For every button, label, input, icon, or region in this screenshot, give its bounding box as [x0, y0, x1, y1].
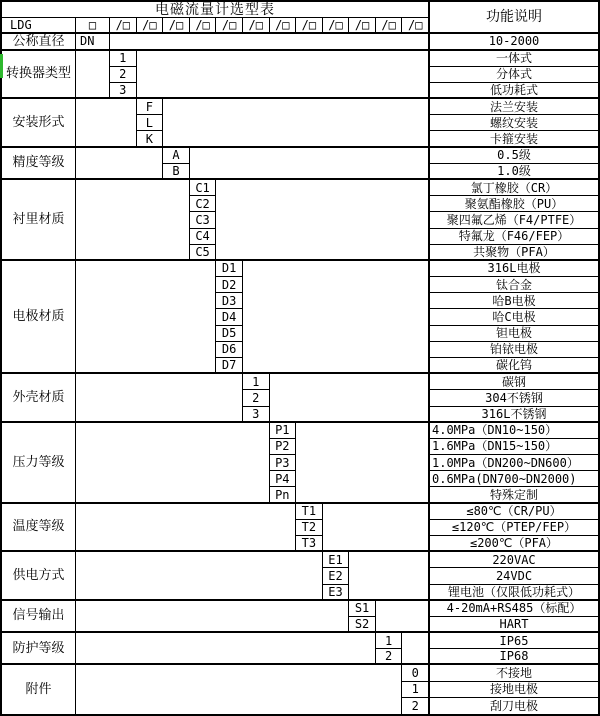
- gap-cell: [76, 51, 110, 100]
- option-desc: 24VDC: [429, 568, 598, 584]
- code-box: /□: [323, 18, 350, 34]
- option-code: T3: [296, 536, 323, 552]
- option-code: F: [137, 99, 164, 115]
- code-box: /□: [216, 18, 243, 34]
- option-code: Pn: [270, 487, 297, 503]
- option-code: D6: [216, 342, 243, 358]
- gap-cell: [376, 601, 429, 633]
- option-code: B: [163, 164, 190, 180]
- option-code: P1: [270, 423, 297, 439]
- group-label: 附件: [2, 665, 76, 714]
- option-code: D4: [216, 309, 243, 325]
- code-box: /□: [270, 18, 297, 34]
- option-desc: 316L不锈钢: [429, 407, 598, 423]
- option-code: S2: [349, 617, 376, 633]
- option-desc: 聚四氟乙烯（F4/PTFE）: [429, 212, 598, 228]
- option-desc: 0.5级: [429, 148, 598, 164]
- group-label: 衬里材质: [2, 180, 76, 261]
- option-code: E2: [323, 568, 350, 584]
- option-code: 2: [243, 390, 270, 406]
- option-code: 2: [402, 698, 429, 714]
- gap-cell: [76, 504, 296, 553]
- option-code: 1: [243, 374, 270, 390]
- option-desc: 1.0级: [429, 164, 598, 180]
- option-code: 2: [110, 67, 137, 83]
- group-label: 转换器类型: [2, 51, 76, 100]
- group-label: 压力等级: [2, 423, 76, 504]
- option-code: E3: [323, 585, 350, 601]
- option-code: C5: [190, 245, 217, 261]
- option-code: C2: [190, 196, 217, 212]
- option-desc: 法兰安装: [429, 99, 598, 115]
- option-code: 0: [402, 665, 429, 681]
- option-desc: 接地电极: [429, 682, 598, 698]
- option-code: D7: [216, 358, 243, 374]
- code-box: /□: [137, 18, 164, 34]
- option-desc: 共聚物（PFA）: [429, 245, 598, 261]
- model-prefix: LDG: [2, 18, 76, 34]
- option-desc: 1.6MPa（DN15~150）: [429, 439, 598, 455]
- option-code: D3: [216, 293, 243, 309]
- group-label: 供电方式: [2, 552, 76, 601]
- option-desc: 分体式: [429, 67, 598, 83]
- option-desc: 刮刀电极: [429, 698, 598, 714]
- option-desc: 4-20mA+RS485（标配）: [429, 601, 598, 617]
- group-label: 外壳材质: [2, 374, 76, 423]
- option-desc: 一体式: [429, 51, 598, 67]
- option-desc: IP68: [429, 649, 598, 665]
- option-desc: 1.0MPa（DN200~DN600）: [429, 455, 598, 471]
- code-box: /□: [163, 18, 190, 34]
- group-label: 电极材质: [2, 261, 76, 374]
- gap-cell: [76, 423, 270, 504]
- option-desc: 哈B电极: [429, 293, 598, 309]
- option-code: P3: [270, 455, 297, 471]
- option-desc: 不接地: [429, 665, 598, 681]
- option-desc: 特氟龙（F46/FEP）: [429, 229, 598, 245]
- option-desc: 10-2000: [429, 34, 598, 50]
- option-desc: 卡箍安装: [429, 131, 598, 147]
- code-box: /□: [349, 18, 376, 34]
- gap-cell: [76, 148, 163, 180]
- option-code: 1: [402, 682, 429, 698]
- option-desc: ≤80℃（CR/PU）: [429, 504, 598, 520]
- gap-cell: [76, 633, 376, 665]
- option-desc: 锂电池（仅限低功耗式）: [429, 585, 598, 601]
- option-code: C1: [190, 180, 217, 196]
- code-box: /□: [243, 18, 270, 34]
- option-code: C3: [190, 212, 217, 228]
- code-box: /□: [376, 18, 403, 34]
- gap-cell: [243, 261, 429, 374]
- table-title: 电磁流量计选型表: [2, 2, 429, 18]
- option-desc: 哈C电极: [429, 309, 598, 325]
- option-desc: 304不锈钢: [429, 390, 598, 406]
- gap-cell: [110, 34, 429, 50]
- option-code: D5: [216, 326, 243, 342]
- gap-cell: [190, 148, 429, 180]
- option-desc: 220VAC: [429, 552, 598, 568]
- group-label: 公称直径: [2, 34, 76, 50]
- option-code: 3: [243, 407, 270, 423]
- option-code: E1: [323, 552, 350, 568]
- code-box: /□: [402, 18, 429, 34]
- option-desc: HART: [429, 617, 598, 633]
- option-code: P4: [270, 471, 297, 487]
- code-box: /□: [296, 18, 323, 34]
- group-label: 安装形式: [2, 99, 76, 148]
- option-code: 3: [110, 83, 137, 99]
- option-desc: 钽电极: [429, 326, 598, 342]
- option-code: 2: [376, 649, 403, 665]
- code-box: /□: [110, 18, 137, 34]
- gap-cell: [76, 601, 349, 633]
- group-label: 精度等级: [2, 148, 76, 180]
- option-desc: ≤120℃（PTEP/FEP）: [429, 520, 598, 536]
- group-label: 信号输出: [2, 601, 76, 633]
- gap-cell: [270, 374, 430, 423]
- gap-cell: [76, 665, 402, 714]
- option-desc: 0.6MPa(DN700~DN2000): [429, 471, 598, 487]
- screen-edge-artifact: [0, 54, 3, 78]
- gap-cell: [296, 423, 429, 504]
- option-desc: 铂铱电极: [429, 342, 598, 358]
- option-code: 1: [110, 51, 137, 67]
- gap-cell: [137, 51, 429, 100]
- option-code: D1: [216, 261, 243, 277]
- option-desc: 特殊定制: [429, 487, 598, 503]
- option-code: 1: [376, 633, 403, 649]
- option-desc: 碳化钨: [429, 358, 598, 374]
- dn-box: □: [76, 18, 110, 34]
- option-code: K: [137, 131, 164, 147]
- option-desc: 碳钢: [429, 374, 598, 390]
- option-desc: 氯丁橡胶（CR）: [429, 180, 598, 196]
- gap-cell: [323, 504, 429, 553]
- option-code: C4: [190, 229, 217, 245]
- option-desc: 螺纹安装: [429, 115, 598, 131]
- option-desc: 4.0MPa（DN10~150）: [429, 423, 598, 439]
- option-desc: 低功耗式: [429, 83, 598, 99]
- option-code: L: [137, 115, 164, 131]
- gap-cell: [76, 180, 190, 261]
- option-desc: IP65: [429, 633, 598, 649]
- group-label: 温度等级: [2, 504, 76, 553]
- dn-code: DN: [76, 34, 110, 50]
- option-desc: 316L电极: [429, 261, 598, 277]
- code-box: /□: [190, 18, 217, 34]
- option-desc: 钛合金: [429, 277, 598, 293]
- gap-cell: [76, 552, 323, 601]
- group-label: 防护等级: [2, 633, 76, 665]
- option-code: D2: [216, 277, 243, 293]
- gap-cell: [76, 99, 137, 148]
- option-code: S1: [349, 601, 376, 617]
- gap-cell: [402, 633, 429, 665]
- gap-cell: [76, 261, 216, 374]
- function-column-header: 功能说明: [429, 2, 598, 34]
- option-code: T2: [296, 520, 323, 536]
- gap-cell: [216, 180, 429, 261]
- option-code: T1: [296, 504, 323, 520]
- gap-cell: [76, 374, 243, 423]
- gap-cell: [349, 552, 429, 601]
- option-code: P2: [270, 439, 297, 455]
- option-desc: 聚氨酯橡胶（PU）: [429, 196, 598, 212]
- option-code: A: [163, 148, 190, 164]
- gap-cell: [163, 99, 429, 148]
- option-desc: ≤200℃（PFA）: [429, 536, 598, 552]
